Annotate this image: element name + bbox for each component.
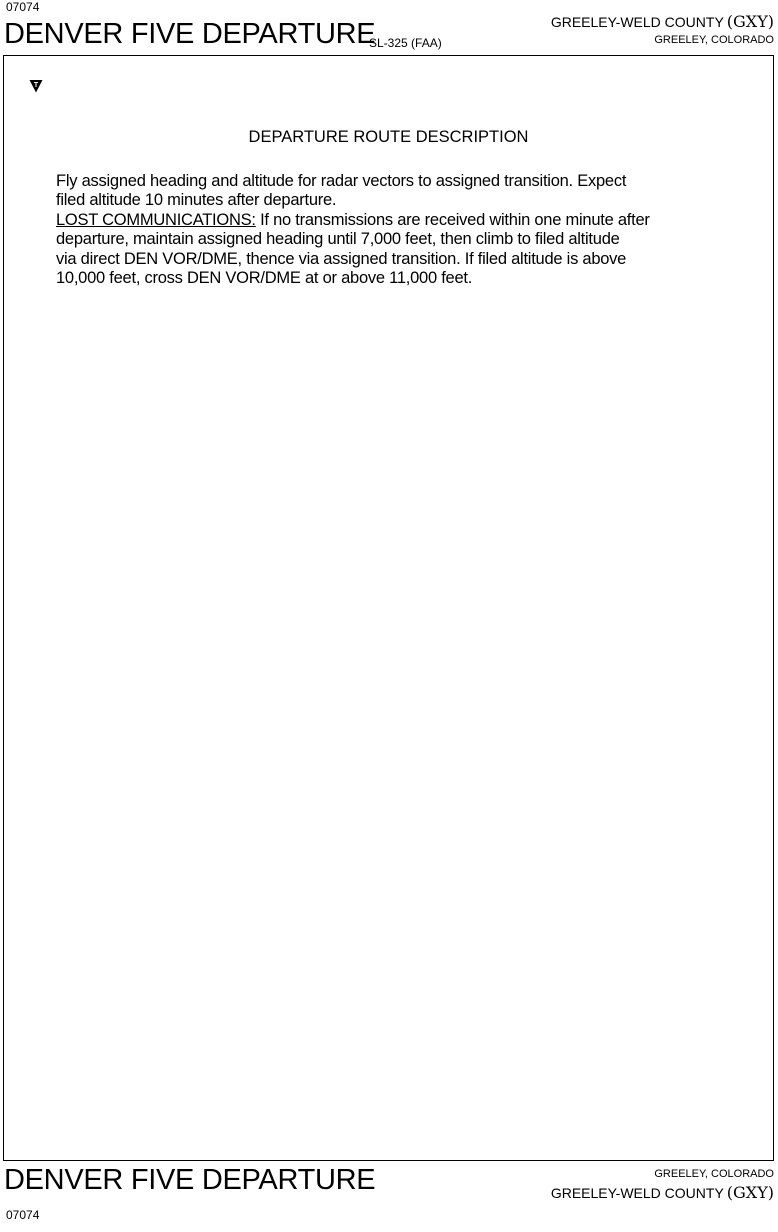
header-procedure-title: DENVER FIVE DEPARTURE — [4, 18, 376, 50]
chart-reference: SL-325 (FAA) — [369, 36, 442, 50]
header-airport — [551, 12, 774, 31]
svg-text:T: T — [33, 82, 39, 90]
takeoff-minimums-triangle-icon — [29, 79, 43, 93]
description-line: Fly assigned heading and altitude for radar vectors to assigned transition. Expect — [56, 172, 627, 190]
footer-procedure-title: DENVER FIVE DEPARTURE — [4, 1164, 376, 1196]
footer-airport-id: (GXY) — [726, 1183, 774, 1202]
footer-city-state: GREELEY, COLORADO — [654, 1168, 774, 1180]
footer-airport — [551, 1183, 774, 1202]
header-cycle: 07074 — [6, 0, 40, 14]
description-line: via direct DEN VOR/DME, thence via assigned transition. If filed altitude is above — [56, 249, 627, 268]
description-line: filed altitude 10 minutes after departure. — [56, 191, 337, 210]
lost-communications-label: LOST COMMUNICATIONS: — [56, 210, 256, 229]
departure-route-description — [56, 172, 736, 288]
footer-airport-name: GREELEY-WELD COUNTY — [550, 1185, 724, 1201]
description-line: 10,000 feet, cross DEN VOR/DME at or above 11,000 feet. — [56, 269, 473, 288]
section-title: DEPARTURE ROUTE DESCRIPTION — [248, 128, 529, 146]
description-line: departure, maintain assigned heading until 7,000 feet, then climb to filed altitude — [56, 230, 620, 249]
footer-cycle: 07074 — [6, 1208, 40, 1222]
header-city-state: GREELEY, COLORADO — [654, 34, 774, 46]
header-airport-id: (GXY) — [726, 12, 774, 31]
header-airport-name: GREELEY-WELD COUNTY — [550, 14, 724, 30]
lost-communications-line: LOST COMMUNICATIONS: If no transmissions are received within one minute after — [56, 210, 650, 229]
